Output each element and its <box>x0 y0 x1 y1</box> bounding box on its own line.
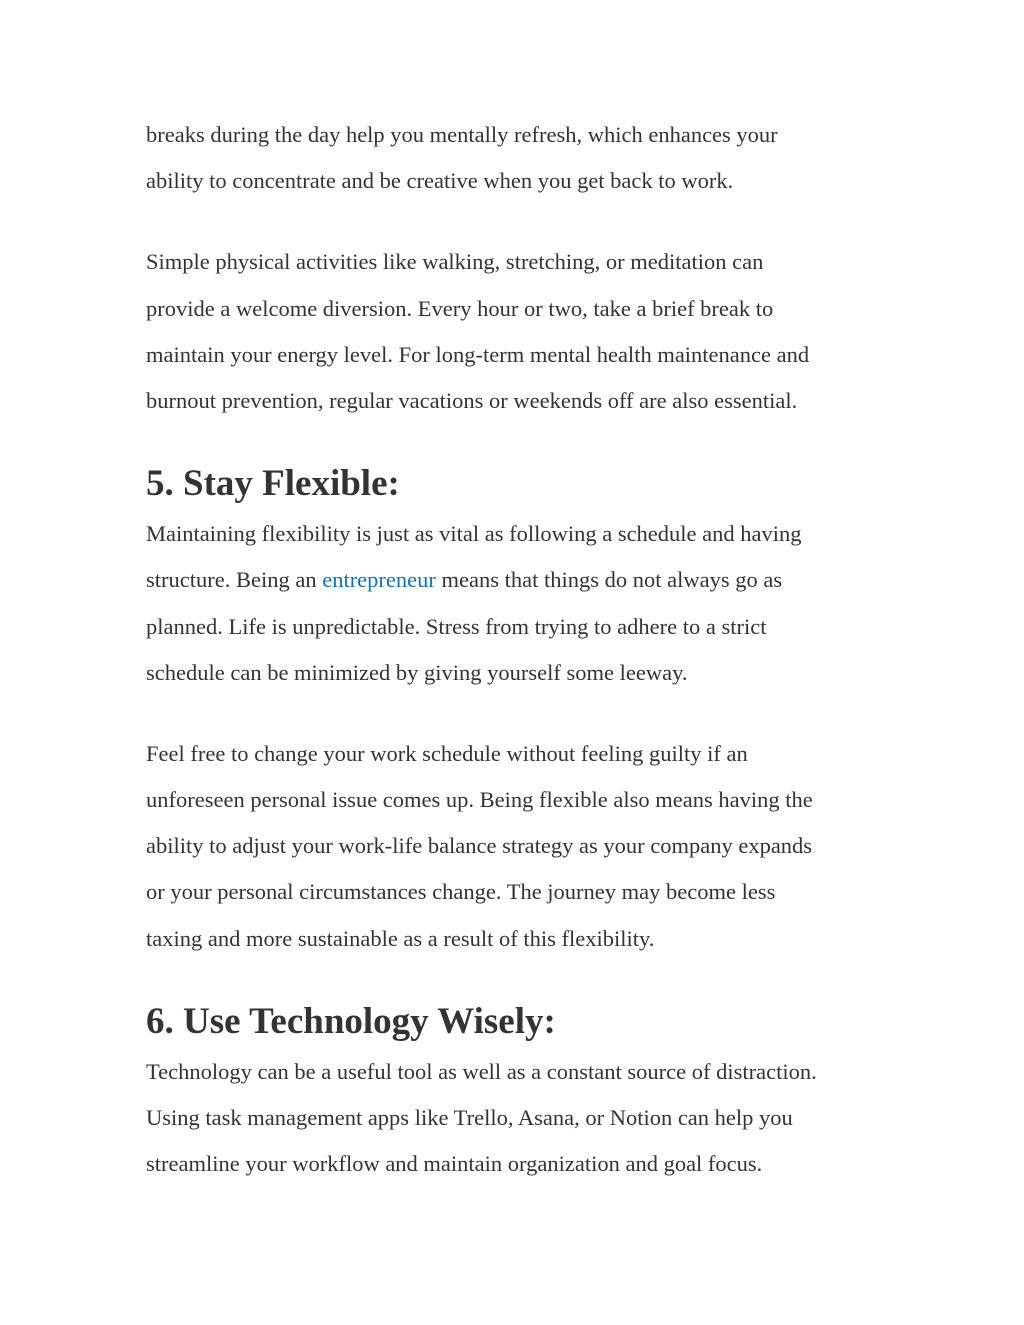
text-segment: means that things do not always go as <box>435 567 783 593</box>
text-line: ability to adjust your work-life balance strategy as your company expands <box>146 833 813 859</box>
text-line-with-link <box>146 557 906 603</box>
text-line: unforeseen personal issue comes up. Being flexible also means having the <box>146 787 813 813</box>
text-line: streamline your workflow and maintain organization and goal focus. <box>146 1151 763 1177</box>
section-heading-stay-flexible: 5. Stay Flexible: <box>146 463 400 505</box>
paragraph-technology <box>146 1049 906 1188</box>
paragraph-flexibility <box>146 511 906 696</box>
entrepreneur-link[interactable]: entrepreneur <box>322 567 436 593</box>
text-line: ability to concentrate and be creative when you get back to work. <box>146 168 734 194</box>
section-heading-use-technology: 6. Use Technology Wisely: <box>146 1000 556 1042</box>
text-line: planned. Life is unpredictable. Stress from trying to adhere to a strict <box>146 613 767 639</box>
text-line: taxing and more sustainable as a result of this flexibility. <box>146 925 655 951</box>
text-line: breaks during the day help you mentally refresh, which enhances your <box>146 122 778 147</box>
text-line: maintain your energy level. For long-term mental health maintenance and <box>146 341 810 367</box>
text-line: Maintaining flexibility is just as vital as following a schedule and having <box>146 521 802 547</box>
text-line: schedule can be minimized by giving yourself some leeway. <box>146 659 688 685</box>
paragraph-change-schedule <box>146 731 906 962</box>
text-line: burnout prevention, regular vacations or weekends off are also essential. <box>146 387 798 413</box>
text-line: provide a welcome diversion. Every hour or two, take a brief break to <box>146 295 774 321</box>
text-line: or your personal circumstances change. The journey may become less <box>146 879 776 905</box>
paragraph-breaks <box>146 112 906 204</box>
text-segment: structure. Being an <box>146 567 323 593</box>
text-line: Simple physical activities like walking, stretching, or meditation can <box>146 249 764 275</box>
document-page <box>146 112 906 1187</box>
text-line: Feel free to change your work schedule without feeling guilty if an <box>146 740 748 766</box>
text-line: Technology can be a useful tool as well as a constant source of distraction. <box>146 1058 817 1084</box>
paragraph-physical-activities <box>146 239 906 424</box>
text-line: Using task management apps like Trello, Asana, or Notion can help you <box>146 1105 793 1130</box>
